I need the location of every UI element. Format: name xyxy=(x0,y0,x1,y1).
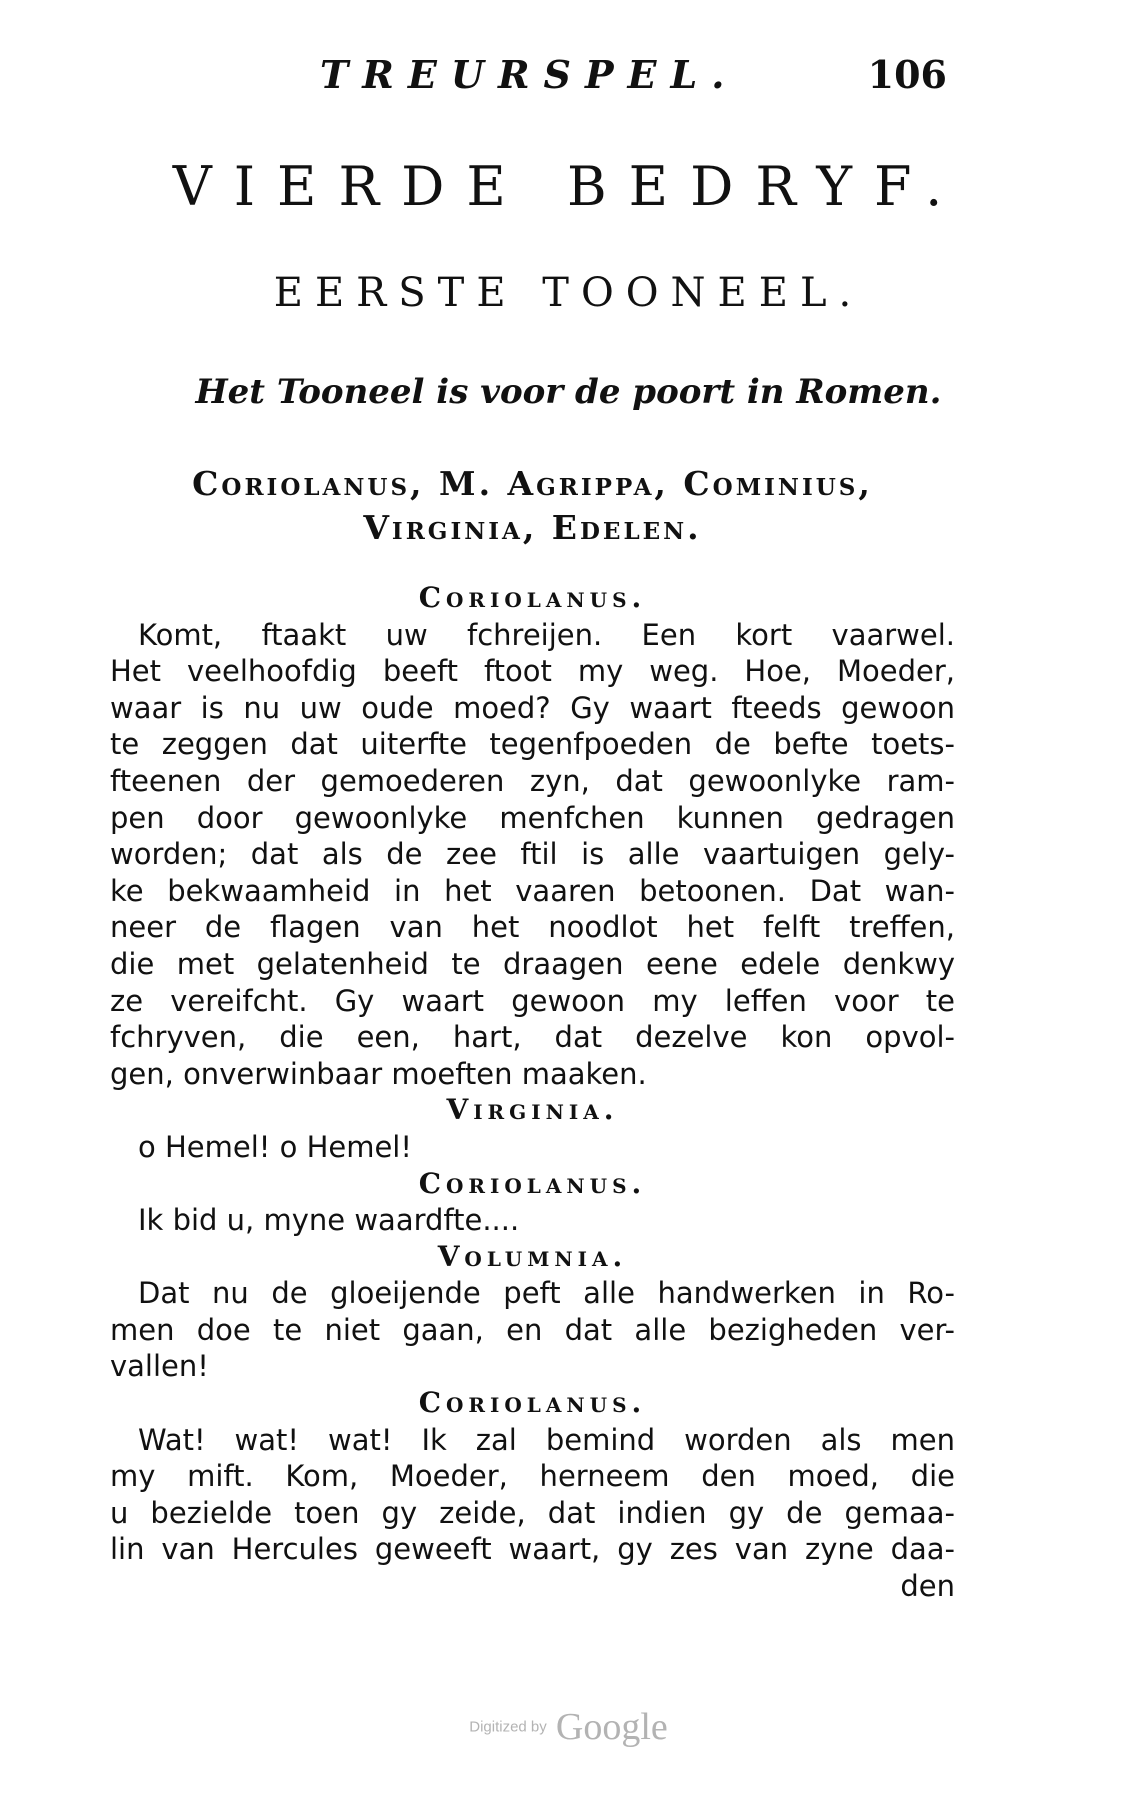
text-line: my mift. Kom, Moeder, herneem den moed, die xyxy=(110,1459,955,1494)
text-line: o Hemel! o Hemel! xyxy=(138,1129,412,1164)
text-line: gen, onverwinbaar moeften maaken. xyxy=(110,1056,647,1091)
text-line: fteenen der gemoederen zyn, dat gewoonlyke ram- xyxy=(110,763,955,798)
text-line: waar is nu uw oude moed? Gy waart fteeds gewoon xyxy=(110,690,955,725)
page-number: 106 xyxy=(867,52,947,97)
text-line: die met gelatenheid te draagen eene edele denkwy xyxy=(110,946,955,981)
text-line: men doe te niet gaan, en dat alle bezigheden ver- xyxy=(110,1312,955,1347)
cast-list xyxy=(110,462,955,550)
text-line: vallen! xyxy=(110,1349,209,1384)
text-line: Ik bid u, myne waardfte.... xyxy=(138,1203,520,1238)
text-line: ze vereifcht. Gy waart gewoon my leffen voor te xyxy=(110,983,955,1018)
text-line: Wat! wat! wat! Ik zal bemind worden als men xyxy=(138,1422,955,1457)
speaker-name: Volumnia. xyxy=(437,1239,628,1273)
watermark-prefix: Digitized by xyxy=(469,1718,547,1736)
cast-line: Virginia, Edelen. xyxy=(363,508,702,547)
stage-setting: Het Tooneel is voor de poort in Romen. xyxy=(195,372,942,412)
dialogue xyxy=(110,580,955,1605)
speaker-name: Coriolanus. xyxy=(418,1386,647,1420)
text-line: te zeggen dat uiterfte tegenfpoeden de befte toets- xyxy=(110,727,955,762)
text-line: u bezielde toen gy zeide, dat indien gy de gemaa- xyxy=(110,1495,955,1530)
running-title: TREURSPEL. xyxy=(320,52,739,97)
text-line: neer de flagen van het noodlot het felft treffen, xyxy=(110,910,955,945)
text-line: Komt, ftaakt uw fchreijen. Een kort vaarwel. xyxy=(138,617,955,652)
cast-line: Coriolanus, M. Agrippa, Cominius, xyxy=(192,464,873,503)
text-line: ke bekwaamheid in het vaaren betoonen. Dat wan- xyxy=(110,873,955,908)
speaker-name: Coriolanus. xyxy=(418,1166,647,1200)
google-logo: Google xyxy=(555,1706,668,1748)
speaker-name: Coriolanus. xyxy=(418,581,647,614)
text-line: fchryven, die een, hart, dat dezelve kon opvol- xyxy=(110,1020,955,1055)
text-line: Dat nu de gloeijende peft alle handwerken in Ro- xyxy=(138,1276,955,1311)
catchword: den xyxy=(900,1569,955,1604)
digitization-watermark xyxy=(0,1705,1137,1749)
text-line: Het veelhoofdig beeft ftoot my weg. Hoe, Moeder, xyxy=(110,654,955,689)
speaker-name: Virginia. xyxy=(446,1093,619,1127)
scene-title: EERSTE TOONEEL. xyxy=(273,270,864,316)
text-line: worden; dat als de zee ftil is alle vaartuigen gely- xyxy=(110,837,955,872)
act-title: VIERDE BEDRYF. xyxy=(172,155,965,218)
running-head xyxy=(0,52,1137,112)
text-line: lin van Hercules geweeft waart, gy zes van zyne daa- xyxy=(110,1532,955,1567)
text-line: pen door gewoonlyke menfchen kunnen gedragen xyxy=(110,800,955,835)
